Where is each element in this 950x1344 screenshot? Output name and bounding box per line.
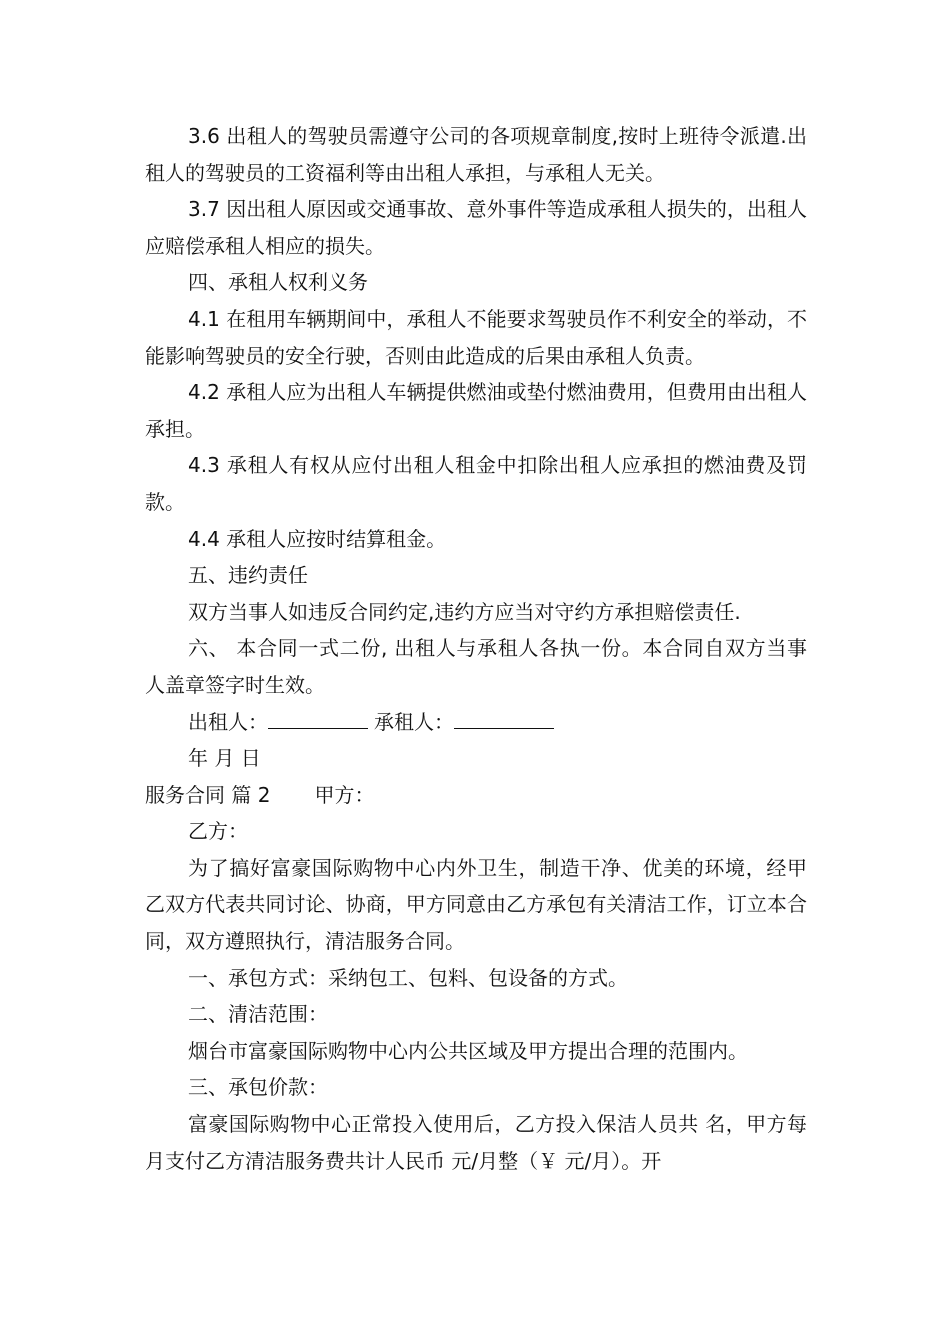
paragraph-4-3: 4.3 承租人有权从应付出租人租金中扣除出租人应承担的燃油费及罚款。 (145, 453, 807, 514)
paragraph-4-4: 4.4 承租人应按时结算租金。 (188, 526, 447, 551)
contract-2-heading (145, 777, 807, 814)
section-heading-4: 四、承租人权利义务 (188, 270, 368, 295)
paragraph-6-copies: 六、 本合同一式二份, 出租人与承租人各执一份。本合同自双方当事人盖章签字时生效。 (145, 636, 807, 697)
paragraph-4-2: 4.2 承租人应为出租人车辆提供燃油或垫付燃油费用，但费用由出租人承担。 (145, 380, 807, 441)
paragraph-3-6: 3.6 出租人的驾驶员需遵守公司的各项规章制度,按时上班待令派遣.出租人的驾驶员的工资福利等由出租人承担，与承租人无关。 (145, 124, 807, 185)
contract-2-title: 服务合同 篇 2 (145, 782, 271, 807)
paragraph-cleaning-scope: 烟台市富豪国际购物中心内公共区域及甲方提出合理的范围内。 (188, 1038, 748, 1063)
paragraph-breach: 双方当事人如违反合同约定,违约方应当对守约方承担赔偿责任. (188, 599, 741, 624)
document-page (145, 118, 807, 1179)
paragraph-4-1: 4.1 在租用车辆期间中，承租人不能要求驾驶员作不利安全的举动，不能影响驾驶员的安全行驶，否则由此造成的后果由承租人负责。 (145, 306, 807, 368)
signature-row (145, 704, 807, 741)
section-cleaning-scope: 二、清洁范围： (188, 1002, 328, 1027)
section-contract-price: 三、承包价款： (188, 1075, 328, 1100)
lessee-signature-label: 承租人： (374, 709, 454, 734)
date-line: 年 月 日 (188, 746, 261, 771)
section-contract-method: 一、承包方式：采纳包工、包料、包设备的方式。 (188, 965, 628, 990)
lessee-signature-blank (454, 727, 554, 729)
section-heading-5: 五、违约责任 (188, 563, 308, 588)
lessor-signature-blank (268, 727, 368, 729)
party-b-label: 乙方： (188, 819, 248, 844)
lessor-signature-label: 出租人： (188, 709, 268, 734)
party-a-label: 甲方： (314, 782, 375, 807)
paragraph-3-7: 3.7 因出租人原因或交通事故、意外事件等造成承租人损失的，出租人应赔偿承租人相应的损失。 (145, 197, 807, 258)
paragraph-intro: 为了搞好富豪国际购物中心内外卫生，制造干净、优美的环境，经甲乙双方代表共同讨论、协商，甲方同意由乙方承包有关清洁工作，订立本合同，双方遵照执行，清洁服务合同。 (145, 855, 807, 954)
paragraph-contract-price: 富豪国际购物中心正常投入使用后，乙方投入保洁人员共 名，甲方每月支付乙方清洁服务费共计人民币 元/月整（￥ 元/月）。开 (145, 1112, 807, 1173)
